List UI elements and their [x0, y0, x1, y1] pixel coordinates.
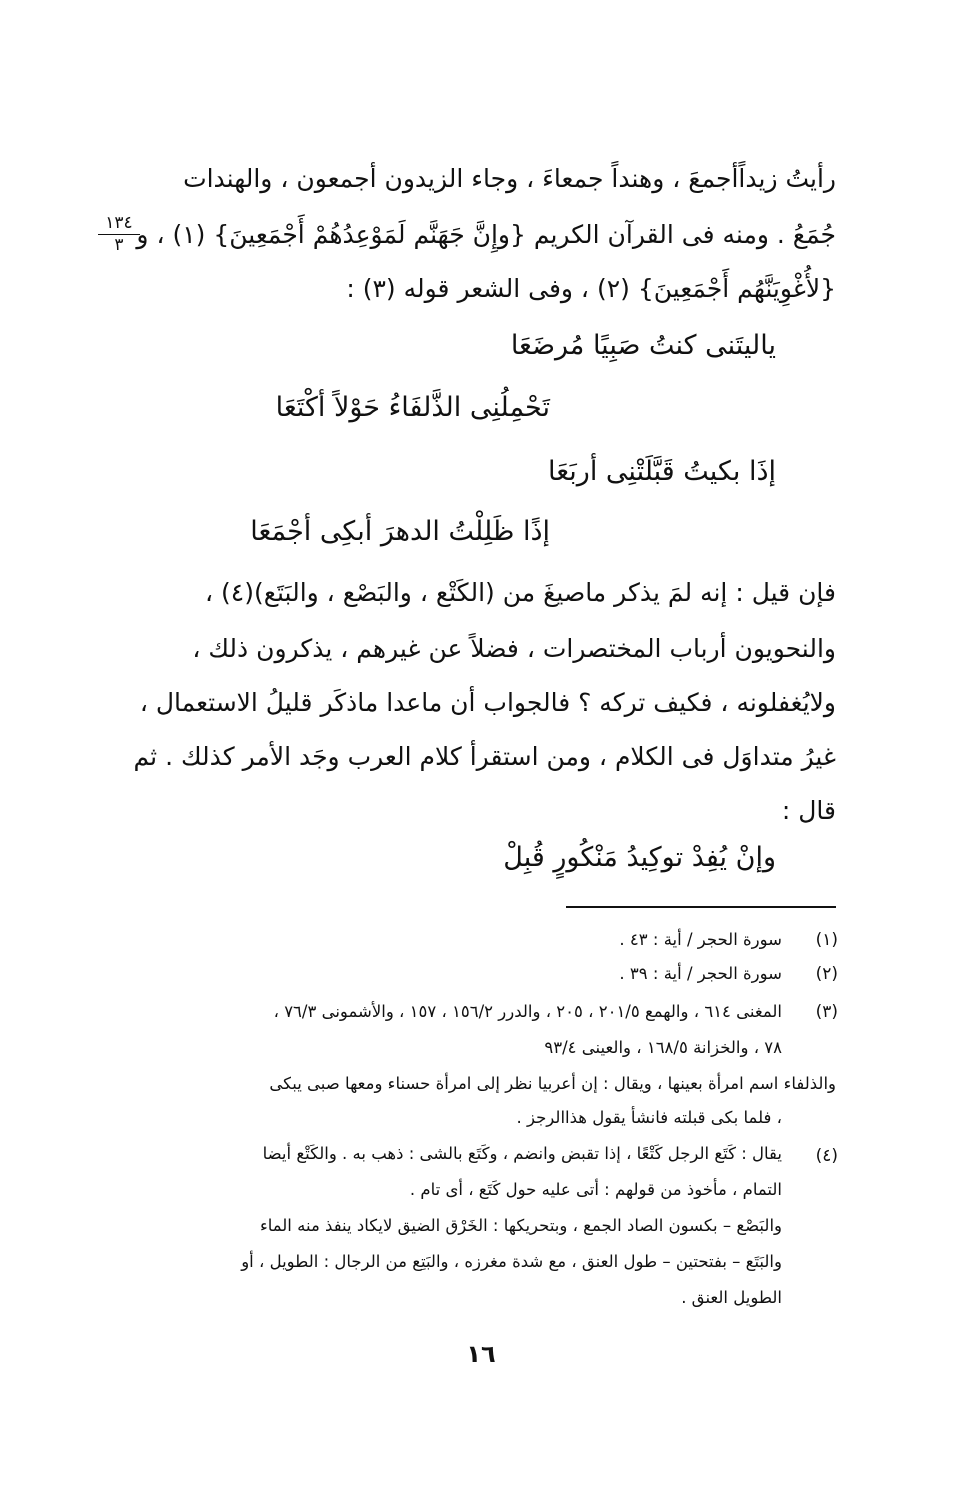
footnote-4-line-4: والبَتَع – بفتحتين – طول العنق ، مع شدة مغرزه ، والبَتِع من الرجال : الطويل ، أو — [241, 1252, 782, 1271]
verse-2: تَحْمِلُنِى الذَّلفَاءُ حَوْلاً أكْتَعَا — [275, 392, 550, 423]
body-line-4: فإن قيل : إنه لمَ يذكر ماصيغَ من (الكَتْع ، والبَصْع ، والبَتَع)(٤) ، — [204, 578, 836, 607]
verse-4: إذًا ظَلِلْتُ الدهرَ أبكِى أجْمَعَا — [250, 516, 550, 547]
body-line-1: رأيتُ زيداًأجمعَ ، وهنداً جمعاءَ ، وجاء الزيدون أجمعون ، والهندات — [183, 164, 836, 193]
verse-1: ياليتَنى كنتُ صَبِيًا مُرضَعَا — [510, 330, 776, 361]
footnote-3-line-2: ٧٨ ، والخزانة ١٦٨/٥ ، والعينى ٩٣/٤ — [544, 1038, 782, 1057]
margin-ref-bottom: ٣ — [114, 234, 124, 255]
body-line-6: ولايُغفلونه ، فكيف تركه ؟ فالجواب أن ماعدا ماذكَر قليلُ الاستعمال ، — [139, 688, 836, 717]
footnote-4-line-3: والبَصْع – بكسون الصاد الجمع ، وبتحريكها : الخَرْق الضيق لايكاد ينفذ منه الماء — [259, 1216, 782, 1235]
footnote-number-1: (١) — [815, 930, 838, 950]
footnote-1-line-1: سورة الحجر / أية : ٤٣ . — [619, 930, 782, 949]
footnote-3-line-4: ، فلما بكى قبلته فانشأ يقول هذاالرجز . — [516, 1108, 782, 1127]
footnote-4-line-5: الطويل العنق . — [681, 1288, 782, 1307]
page-number: ١٦ — [466, 1340, 496, 1368]
footnote-number-2: (٢) — [815, 964, 838, 984]
footnote-4-line-1: يقال : كَتَع الرجل كَتْعًا ، إذا تقبض وانضم ، وكَتَع بالشى : ذهب به . والكَتْع أيضا — [262, 1144, 782, 1163]
footnote-3-line-3: والذلفاء اسم امرأة بعينها ، ويقال : إن أعربيا نظر إلى امرأة حسناء ومعها صبى يبكى — [269, 1074, 836, 1093]
footnote-separator — [566, 906, 836, 908]
footnote-number-4: (٤) — [815, 1146, 838, 1166]
footnote-3-line-1: المغنى ٦١٤ ، والهمع ٢٠١/٥ ، ٢٠٥ ، والدرر ١٥٦/٢ ، ١٥٧ ، والأشمونى ٧٦/٣ ، — [273, 1002, 782, 1021]
body-line-3: {لأُغْوِيَنَّهُم أَجْمَعِينَ} (٢) ، وفى الشعر قوله (٣) : — [346, 274, 836, 303]
body-line-8: قال : — [781, 796, 836, 825]
body-line-7: غيرُ متداوَل فى الكلام ، ومن استقرأ كلام العرب وجَد الأمر كذلك . ثم — [133, 742, 836, 771]
body-line-5: والنحويون أرباب المختصرات ، فضلاً عن غيرهم ، يذكرون ذلك ، — [192, 634, 836, 663]
body-line-2: جُمَعُ . ومنه فى القرآن الكريم {وإِنَّ جَهَنَّم لَمَوْعِدُهُمْ أَجْمَعِينَ} (١) ، و — [136, 220, 836, 249]
footnote-2-line-1: سورة الحجر / أية : ٣٩ . — [619, 964, 782, 983]
footnote-number-3: (٣) — [815, 1002, 838, 1022]
verse-3: إذَا بكيتُ قَبَّلَتْنِى أربَعَا — [548, 456, 776, 487]
margin-page-reference — [98, 214, 140, 254]
verse-final: وإنْ يُفِدْ توكِيدُ مَنْكُورٍ قُبِلْ — [503, 842, 776, 873]
footnote-4-line-2: التمام ، مأخوذ من قولهم : أتى عليه حول كَتَع ، أى تام . — [409, 1180, 782, 1199]
margin-ref-top: ١٣٤ — [105, 213, 133, 233]
